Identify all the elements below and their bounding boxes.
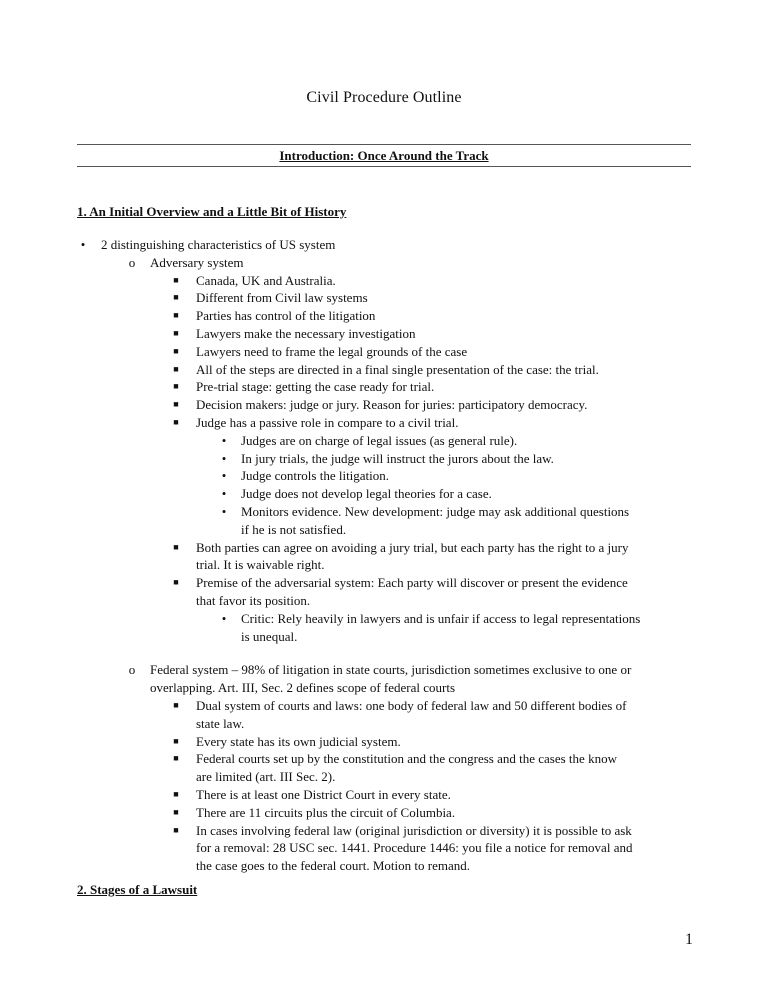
outline-line-text: There are 11 circuits plus the circuit of Columbia.	[196, 804, 456, 820]
heading-overview: 1. An Initial Overview and a Little Bit of History	[77, 204, 347, 219]
outline-line-text: Both parties can agree on avoiding a jury trial, but each party has the right to a jury	[196, 539, 629, 555]
outline-line	[0, 432, 768, 450]
square-bullet-icon: ■	[173, 788, 179, 799]
outline-line	[0, 254, 768, 272]
outline-line	[0, 450, 768, 468]
outline-line-text: Lawyers make the necessary investigation	[196, 325, 416, 341]
dot-bullet-icon: •	[221, 468, 227, 484]
outline-line-text: that favor its position.	[196, 592, 311, 608]
circle-bullet-icon: o	[128, 662, 136, 678]
outline-line-text: Judge controls the litigation.	[241, 468, 390, 484]
outline-line-text: In cases involving federal law (original jurisdiction or diversity) it is possible to ask	[196, 822, 632, 838]
page-number: 1	[685, 931, 693, 948]
outline-line-text: state law.	[196, 715, 245, 731]
outline-line	[0, 661, 768, 679]
square-bullet-icon: ■	[173, 416, 179, 427]
section-heading: Introduction: Once Around the Track	[279, 148, 489, 163]
outline-line	[0, 289, 768, 307]
outline-line-text: overlapping. Art. III, Sec. 2 defines scope of federal courts	[150, 680, 456, 696]
square-bullet-icon: ■	[173, 753, 179, 764]
outline-line-text: Decision makers: judge or jury. Reason for juries: participatory democracy.	[196, 397, 588, 413]
outline-line	[0, 839, 768, 857]
square-bullet-icon: ■	[173, 274, 179, 285]
square-bullet-icon: ■	[173, 699, 179, 710]
dot-bullet-icon: •	[221, 432, 227, 448]
outline-line	[0, 715, 768, 733]
outline-line	[0, 236, 768, 254]
outline-line-text: Federal courts set up by the constitution and the congress and the cases the know	[196, 751, 617, 767]
outline-line-text: In jury trials, the judge will instruct the jurors about the law.	[241, 450, 554, 466]
outline-line	[0, 325, 768, 343]
circle-bullet-icon: o	[128, 254, 136, 270]
dot-bullet-icon: •	[80, 237, 86, 252]
outline-line-text: Lawyers need to frame the legal grounds of the case	[196, 343, 468, 359]
square-bullet-icon: ■	[173, 345, 179, 356]
outline-line	[0, 610, 768, 628]
outline-line	[0, 786, 768, 804]
outline-line	[0, 485, 768, 503]
outline-line	[0, 414, 768, 432]
outline-line	[0, 697, 768, 715]
outline-line-text: Premise of the adversarial system: Each party will discover or present the evidence	[196, 575, 628, 591]
outline-line	[0, 822, 768, 840]
outline-line	[0, 628, 768, 646]
outline-line	[0, 307, 768, 325]
outline-line	[0, 556, 768, 574]
outline-line	[0, 361, 768, 379]
outline-line-text: Dual system of courts and laws: one body of federal law and 50 different bodies of	[196, 697, 627, 713]
outline-line	[0, 804, 768, 822]
outline-line	[0, 343, 768, 361]
outline-line	[0, 733, 768, 751]
dot-bullet-icon: •	[221, 486, 227, 502]
outline-line	[0, 467, 768, 485]
outline-line-text: Monitors evidence. New development: judge may ask additional questions	[241, 503, 630, 519]
outline-line-text: for a removal: 28 USC sec. 1441. Procedure 1446: you file a notice for removal and	[196, 840, 633, 856]
outline-line-text: Parties has control of the litigation	[196, 308, 376, 324]
outline-line	[0, 396, 768, 414]
square-bullet-icon: ■	[173, 399, 179, 410]
outline-line-text: Canada, UK and Australia.	[196, 272, 336, 288]
square-bullet-icon: ■	[173, 735, 179, 746]
outline-line	[0, 539, 768, 557]
square-bullet-icon: ■	[173, 292, 179, 303]
outline-line	[0, 378, 768, 396]
outline-line-text: Judge has a passive role in compare to a civil trial.	[196, 414, 459, 430]
outline-line-text: Judges are on charge of legal issues (as general rule).	[241, 432, 518, 448]
outline-line-text: Judge does not develop legal theories for a case.	[241, 486, 492, 502]
outline-line-text: is unequal.	[241, 628, 298, 644]
outline-line	[0, 750, 768, 768]
outline-line-text: 2 distinguishing characteristics of US system	[101, 237, 336, 252]
square-bullet-icon: ■	[173, 363, 179, 374]
outline-line	[0, 645, 768, 661]
outline-line-text: if he is not satisfied.	[241, 521, 347, 537]
outline-line	[0, 768, 768, 786]
outline-line-text: Pre-trial stage: getting the case ready for trial.	[196, 379, 435, 395]
dot-bullet-icon: •	[221, 450, 227, 466]
outline-line-text: are limited (art. III Sec. 2).	[196, 769, 336, 785]
outline-line-text: All of the steps are directed in a final single presentation of the case: the trial.	[196, 361, 599, 377]
heading-stages: 2. Stages of a Lawsuit	[77, 882, 198, 897]
square-bullet-icon: ■	[173, 310, 179, 321]
section-heading-box	[77, 144, 691, 167]
outline-line	[0, 574, 768, 592]
outline-line-text: Every state has its own judicial system.	[196, 733, 401, 749]
dot-bullet-icon: •	[221, 503, 227, 519]
outline-line	[0, 592, 768, 610]
outline-line-text: Federal system – 98% of litigation in state courts, jurisdiction sometimes exclusive to one or	[150, 662, 632, 678]
outline-line	[0, 679, 768, 697]
outline-content	[0, 236, 768, 875]
square-bullet-icon: ■	[173, 327, 179, 338]
square-bullet-icon: ■	[173, 577, 179, 588]
outline-line-text: the case goes to the federal court. Motion to remand.	[196, 858, 470, 874]
square-bullet-icon: ■	[173, 824, 179, 835]
square-bullet-icon: ■	[173, 806, 179, 817]
document-title: Civil Procedure Outline	[306, 89, 462, 106]
outline-line	[0, 503, 768, 521]
outline-line-text: trial. It is waivable right.	[196, 557, 325, 573]
square-bullet-icon: ■	[173, 381, 179, 392]
outline-line-text: Different from Civil law systems	[196, 290, 368, 306]
square-bullet-icon: ■	[173, 541, 179, 552]
outline-line	[0, 272, 768, 290]
outline-line-text: There is at least one District Court in every state.	[196, 786, 451, 802]
outline-line-text: Adversary system	[150, 254, 244, 270]
dot-bullet-icon: •	[221, 610, 227, 626]
outline-line	[0, 857, 768, 875]
outline-line	[0, 521, 768, 539]
outline-line-text: Critic: Rely heavily in lawyers and is unfair if access to legal representations	[241, 610, 641, 626]
